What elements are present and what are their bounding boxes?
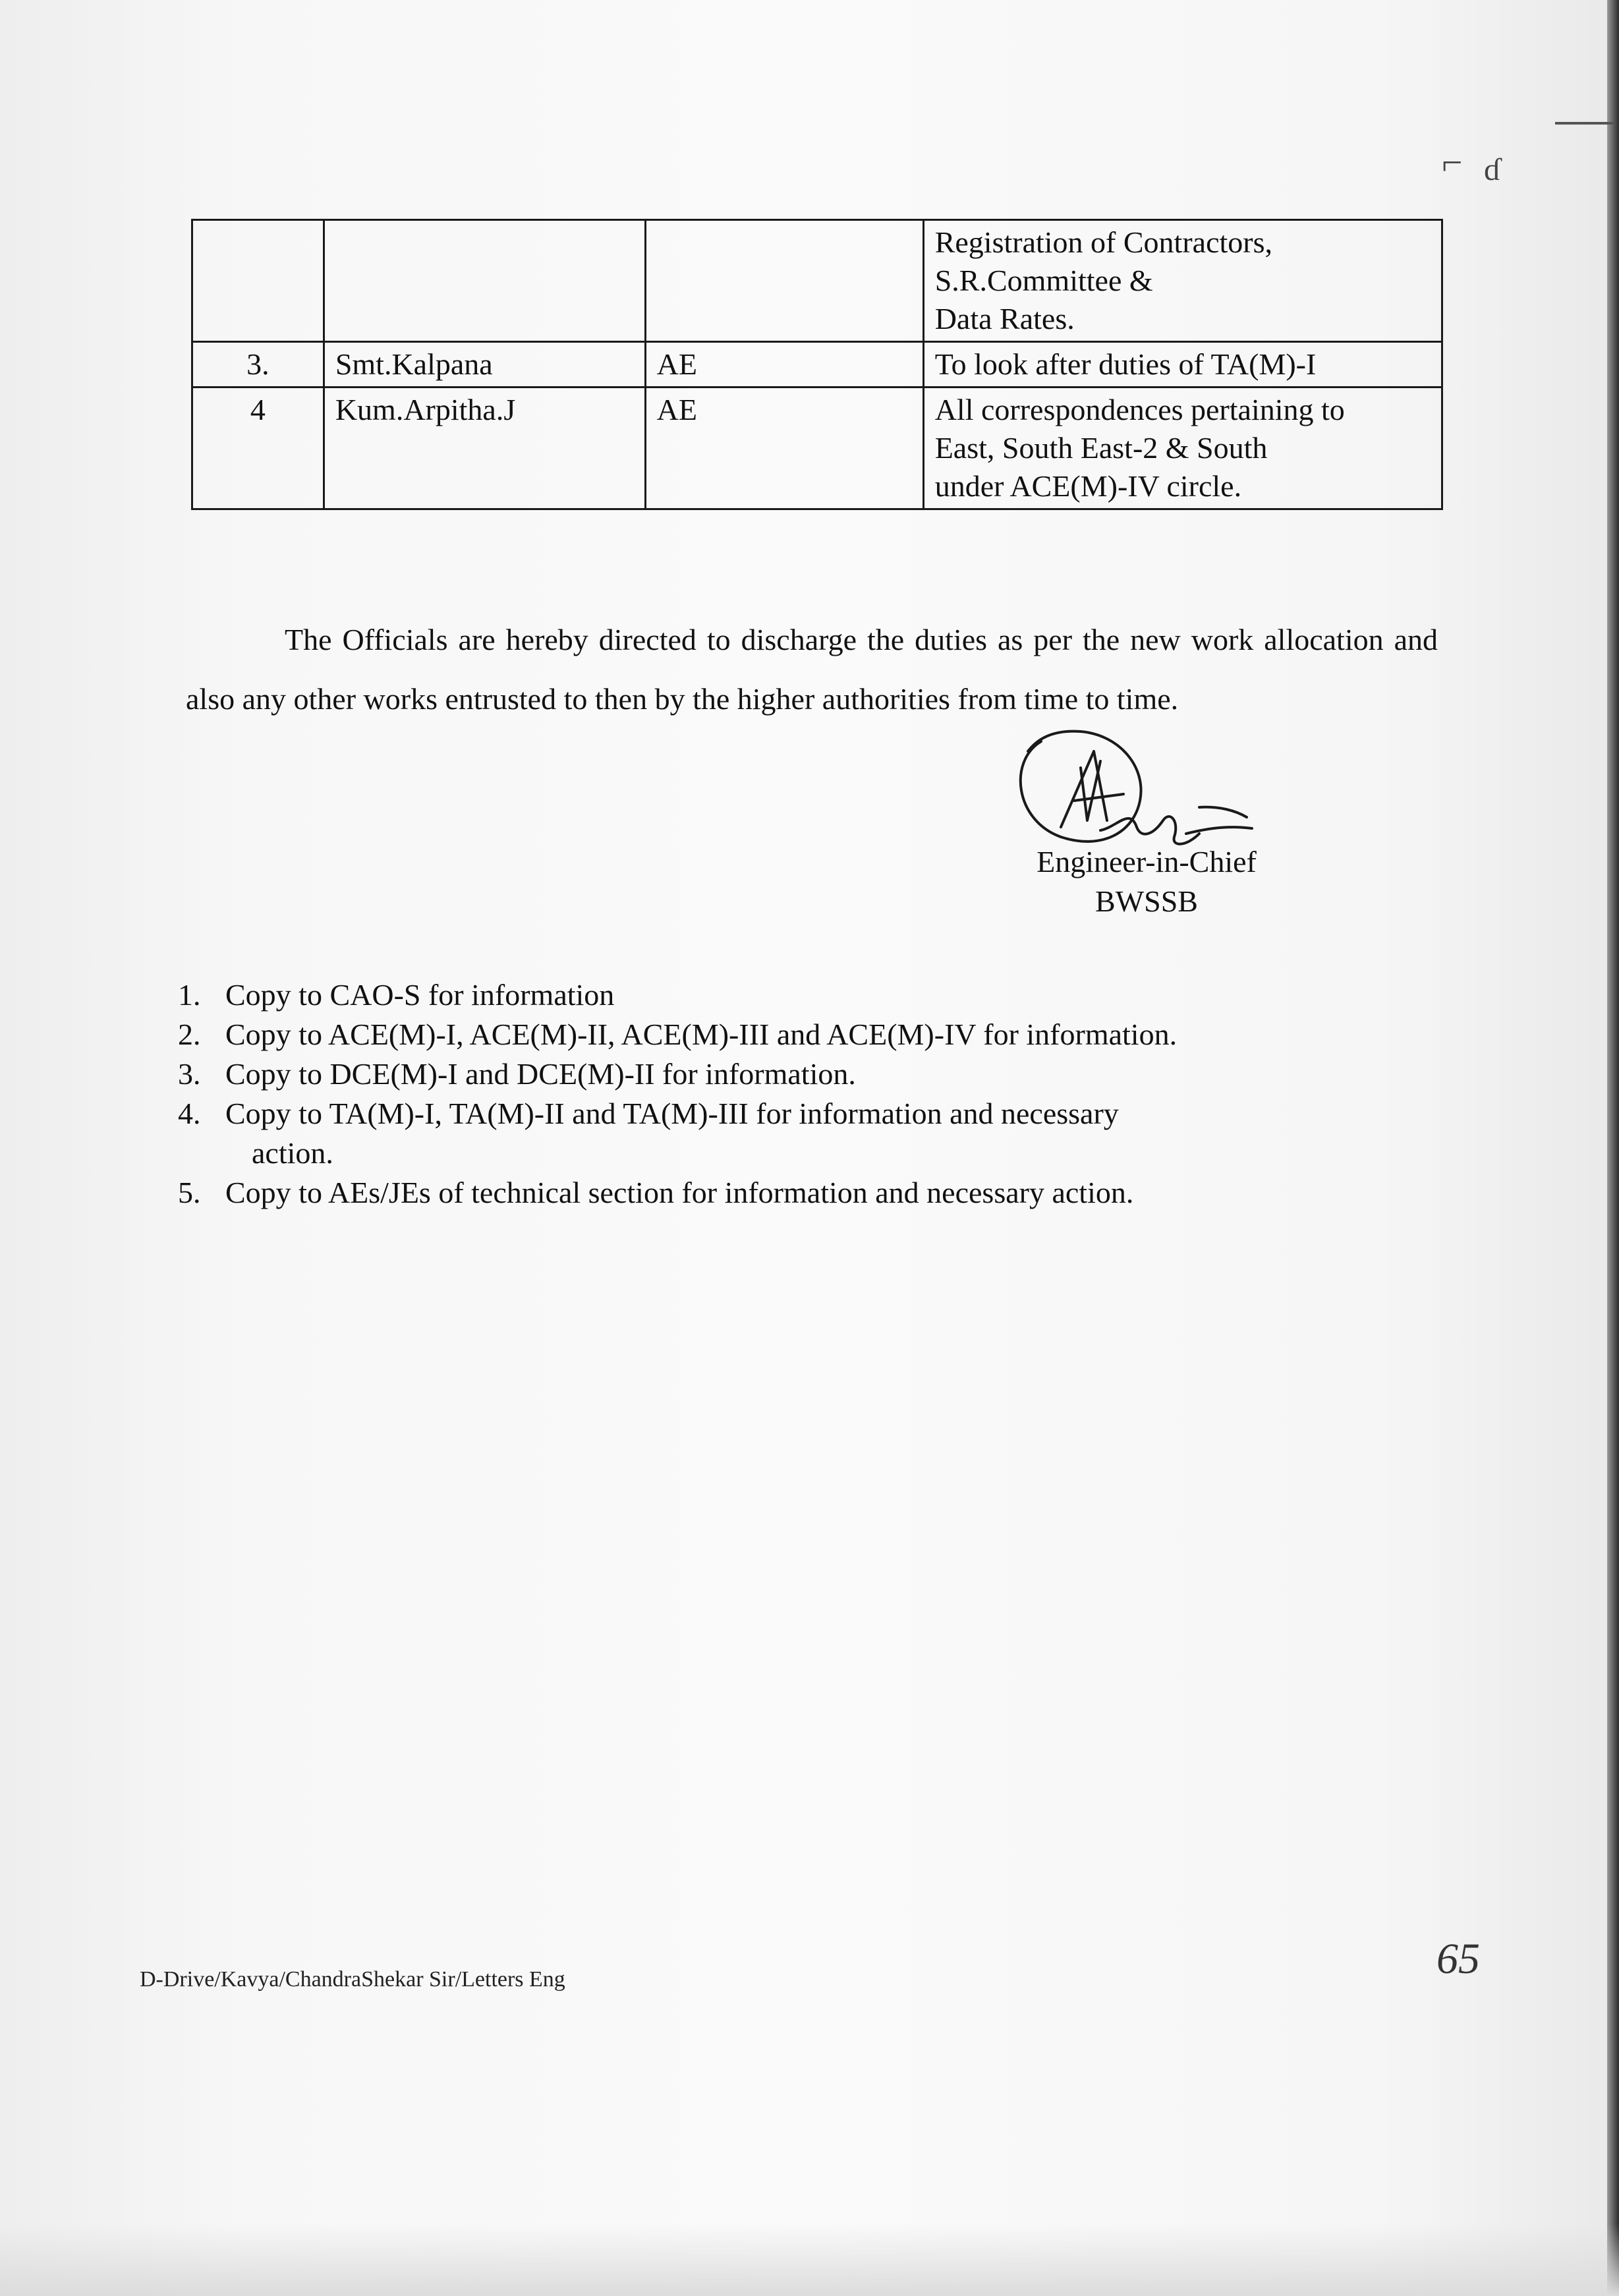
table-cell-name: Kum.Arpitha.J — [324, 387, 645, 509]
work-line: To look after duties of TA(M)-I — [934, 347, 1317, 381]
list-item-number: 1. — [178, 978, 201, 1012]
handwritten-page-number: 65 — [1436, 1935, 1480, 1983]
signatory-organization: BWSSB — [1095, 884, 1198, 918]
table-row — [192, 342, 1442, 387]
signatory-designation: Engineer-in-Chief — [1037, 845, 1257, 878]
scan-artifact-mark — [1555, 122, 1614, 125]
list-item — [178, 1015, 1430, 1054]
table-cell-name — [324, 220, 645, 342]
list-item-text: Copy to AEs/JEs of technical section for information and necessary action. — [225, 1176, 1134, 1209]
work-line: All correspondences pertaining to — [934, 393, 1345, 426]
list-item — [178, 1173, 1430, 1213]
table-cell-serial: 4 — [192, 387, 324, 509]
scan-artifact-glyph: ɗ — [1484, 152, 1500, 187]
list-item-text: Copy to ACE(M)-I, ACE(M)-II, ACE(M)-III and ACE(M)-IV for information. — [225, 1018, 1178, 1051]
scan-bottom-shadow — [0, 2224, 1619, 2296]
signatory-block — [988, 842, 1305, 921]
table-cell-work — [923, 342, 1442, 387]
table-cell-work — [923, 220, 1442, 342]
work-line: Data Rates. — [934, 302, 1075, 335]
list-item — [178, 1054, 1430, 1094]
work-line: East, South East-2 & South — [934, 431, 1268, 465]
table-cell-work — [923, 387, 1442, 509]
list-item-number: 5. — [178, 1176, 201, 1209]
work-allocation-table — [191, 219, 1443, 510]
list-item-number: 4. — [178, 1097, 201, 1130]
list-item — [178, 1094, 1430, 1173]
table-cell-designation: AE — [645, 342, 923, 387]
table-cell-name: Smt.Kalpana — [324, 342, 645, 387]
scan-edge-shadow — [1607, 0, 1619, 2296]
work-line: Registration of Contractors, — [934, 225, 1272, 259]
table-row — [192, 220, 1442, 342]
table-cell-designation: AE — [645, 387, 923, 509]
work-line: S.R.Committee & — [934, 264, 1153, 297]
list-item — [178, 975, 1430, 1015]
list-item-number: 3. — [178, 1057, 201, 1091]
list-item-text-line: Copy to TA(M)-I, TA(M)-II and TA(M)-III for information and necessary — [225, 1097, 1119, 1130]
list-item-text: Copy to DCE(M)-I and DCE(M)-II for information. — [225, 1057, 856, 1091]
table-cell-serial: 3. — [192, 342, 324, 387]
table-cell-serial — [192, 220, 324, 342]
scan-artifact-glyph: ⌐ — [1442, 142, 1463, 183]
copy-to-list — [178, 975, 1430, 1213]
table-cell-designation — [645, 220, 923, 342]
table-row — [192, 387, 1442, 509]
work-line: under ACE(M)-IV circle. — [934, 469, 1242, 503]
list-item-text: Copy to CAO-S for information — [225, 978, 615, 1012]
list-item-text-continuation: action. — [252, 1136, 333, 1170]
list-item-text — [225, 1094, 1430, 1173]
directive-paragraph: The Officials are hereby directed to discharge the duties as per the new work allocation and also any other works entrusted to then by the higher authorities from time to time. — [186, 623, 1438, 716]
footer-file-path: D-Drive/Kavya/ChandraShekar Sir/Letters Eng — [140, 1967, 565, 1992]
list-item-number: 2. — [178, 1018, 201, 1051]
